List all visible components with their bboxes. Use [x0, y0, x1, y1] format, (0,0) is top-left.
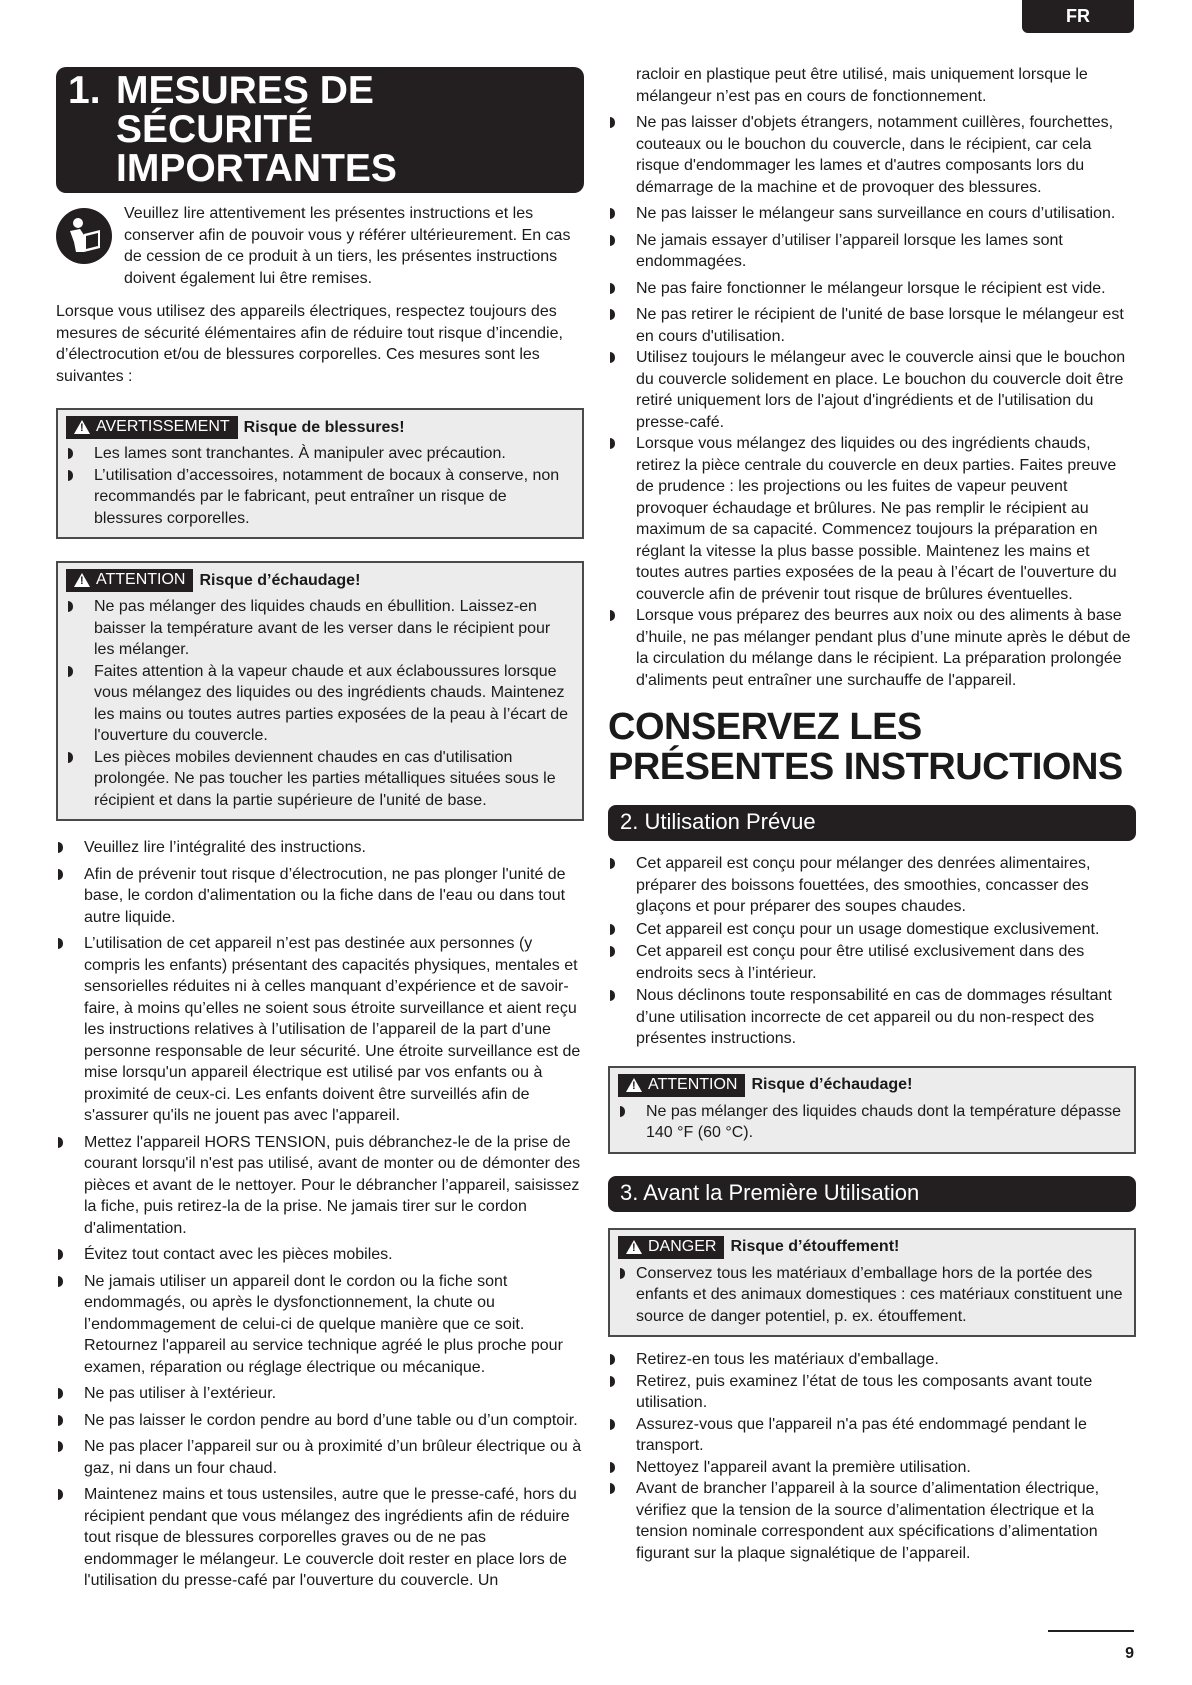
list-item: Ne pas faire fonctionner le mélangeur lorsque le récipient est vide.	[608, 278, 1136, 300]
attention-box-temperature	[608, 1066, 1136, 1154]
list-item: Ne pas placer l’appareil sur ou à proximité d’un brûleur électrique ou à gaz, ni dans un four chaud.	[56, 1436, 584, 1479]
danger-title: Risque d’étouffement!	[730, 1238, 900, 1255]
list-item: Mettez l'appareil HORS TENSION, puis débranchez-le de la prise de courant lorsqu'il n'est pas utilisé, avant de monter ou de démonter des pièces et avant de le nettoyer. Pour le débrancher l’appareil, saisissez la fiche, puis retirez-la de la prise. Ne jamais tirer sur le cordon d'alimentation.	[56, 1132, 584, 1240]
conserve-line-1: CONSERVEZ LES	[608, 706, 922, 748]
before-first-use-list	[608, 1349, 1136, 1564]
list-item: Utilisez toujours le mélangeur avec le couvercle ainsi que le bouchon du couvercle solidement en place. Le bouchon du couvercle doit être retiré uniquement lors de l'ajout d'ingrédients et de l'utilisation du presse-café.	[608, 347, 1136, 433]
conserve-line-2: PRÉSENTES INSTRUCTIONS	[608, 746, 1123, 788]
attention-title: Risque d’échaudage!	[199, 571, 361, 589]
list-item: Ne pas laisser d'objets étrangers, notamment cuillères, fourchettes, couteaux ou le bouchon du couvercle, dans le récipient, car cela risque d'endommager les lames et d'autres composants lors du démarrage de la machine et de provoquer des blessures.	[608, 112, 1136, 198]
danger-box-suffocation	[608, 1228, 1136, 1338]
warning-tag	[66, 416, 238, 439]
warning-triangle-icon	[74, 573, 90, 587]
warning-tag-label: AVERTISSEMENT	[96, 418, 230, 435]
list-item: Veuillez lire l’intégralité des instructions.	[56, 837, 584, 859]
attention-tag-label: ATTENTION	[96, 571, 186, 588]
list-item: Ne pas laisser le cordon pendre au bord d’une table ou d’un comptoir.	[56, 1410, 584, 1432]
list-item: Ne pas mélanger des liquides chauds dont la température dépasse 140 °F (60 °C).	[618, 1101, 1126, 1144]
attention-title: Risque d’échaudage!	[751, 1076, 913, 1093]
list-item: Ne jamais essayer d’utiliser l’appareil lorsque les lames sont endommagées.	[608, 230, 1136, 273]
safety-list-left	[56, 837, 584, 1592]
warning-triangle-icon	[74, 420, 90, 434]
attention-box-scald	[56, 561, 584, 821]
list-item: Ne pas mélanger des liquides chauds en ébullition. Laissez-en baisser la température avant de les verser dans le récipient pour les mélanger.	[66, 596, 574, 661]
danger-tag-label: DANGER	[648, 1237, 717, 1255]
list-item: L’utilisation d’accessoires, notamment de bocaux à conserve, non recommandés par le fabricant, peut entraîner un risque de blessures corporelles.	[66, 465, 574, 530]
list-item: Cet appareil est conçu pour être utilisé exclusivement dans des endroits secs à l’intérieur.	[608, 941, 1136, 984]
section-1-title	[56, 67, 584, 193]
list-item: L’utilisation de cet appareil n’est pas destinée aux personnes (y compris les enfants) présentant des capacités physiques, mentales et sensorielles réduites ni à celles manquant d’expérience et de savoir-faire, à moins qu’elles ne soient sous étroite surveillance et aient reçu les instructions relatives à l’utilisation de l’appareil de la part d’une personne responsable de leur sécurité. Une étroite surveillance est de mise lorsqu'un appareil électrique est utilisé par vos enfants ou à proximité de ceux-ci. Les enfants doivent être surveillés afin de s'assurer qu'ils ne jouent pas avec l'appareil.	[56, 933, 584, 1127]
list-item: Lorsque vous mélangez des liquides ou des ingrédients chauds, retirez la pièce centrale du couvercle en deux parties. Faites preuve de prudence : les projections ou les fuites de vapeur peuvent provoquer échaudage et brûlures. Ne pas remplir le récipient au maximum de sa capacité. Commencez toujours la préparation en réglant la vitesse la plus basse possible. Maintenez les mains et toutes autres parties exposées de la peau à l’écart de l'ouverture du couvercle afin de prévenir tout risque de brûlures éventuelles.	[608, 433, 1136, 605]
safety-list-right	[608, 112, 1136, 691]
danger-tag	[618, 1236, 724, 1259]
attention-tag	[618, 1074, 745, 1097]
intro-paragraph: Lorsque vous utilisez des appareils électriques, respectez toujours des mesures de sécurité élémentaires afin de réduire tout risque d’incendie, d’électrocution et/ou de blessures corporelles. Ces mesures sont les suivantes :	[56, 303, 563, 385]
list-item: Nous déclinons toute responsabilité en cas de dommages résultant d’une utilisation incorrecte de cet appareil ou du non-respect des présentes instructions.	[608, 985, 1136, 1050]
list-item: Lorsque vous préparez des beurres aux noix ou des aliments à base d’huile, ne pas mélanger pendant plus d’une minute après le début de la circulation du mélange dans le récipient. La préparation prolongée d'aliments peut entraîner une surchauffe de l'appareil.	[608, 605, 1136, 691]
list-item: Afin de prévenir tout risque d’électrocution, ne pas plonger l'unité de base, le cordon d'alimentation ou la fiche dans de l'eau ou dans tout autre liquide.	[56, 864, 584, 929]
list-item: Évitez tout contact avec les pièces mobiles.	[56, 1244, 584, 1266]
language-tab: FR	[1022, 0, 1134, 33]
list-item: Ne pas utiliser à l’extérieur.	[56, 1383, 584, 1405]
section-1-number: 1.	[68, 69, 101, 112]
title-line-3: IMPORTANTES	[116, 147, 397, 190]
attention-tag	[66, 569, 193, 592]
read-manual-icon	[56, 208, 112, 264]
intended-use-list	[608, 853, 1136, 1050]
list-item: Retirez-en tous les matériaux d'emballage.	[608, 1349, 1136, 1371]
page-number-rule	[1048, 1630, 1134, 1632]
list-item: Cet appareil est conçu pour un usage domestique exclusivement.	[608, 919, 1136, 941]
read-note-text: Veuillez lire attentivement les présentes instructions et les conserver afin de pouvoir vous y référer ultérieurement. En cas de cession de ce produit à un tiers, les présentes instructions doivent également lui être remises.	[124, 205, 571, 287]
warning-title: Risque de blessures!	[243, 418, 405, 436]
title-line-1: MESURES DE	[116, 69, 374, 112]
list-item: Conservez tous les matériaux d’emballage hors de la portée des enfants et des animaux domestiques : ces matériaux constituent une source de danger potentiel, p. ex. étouffement.	[618, 1263, 1126, 1328]
list-item: Cet appareil est conçu pour mélanger des denrées alimentaires, préparer des boissons fouettées, des smoothies, concasser des glaçons et pour préparer des soupes chaudes.	[608, 853, 1136, 918]
section-2-heading: 2. Utilisation Prévue	[608, 805, 1136, 841]
list-item: Les lames sont tranchantes. À manipuler avec précaution.	[66, 443, 574, 465]
list-item: Nettoyez l'appareil avant la première utilisation.	[608, 1457, 1136, 1479]
continued-paragraph: racloir en plastique peut être utilisé, mais uniquement lorsque le mélangeur n’est pas en cours de fonctionnement.	[636, 66, 1088, 105]
page-number: 9	[1125, 1645, 1134, 1662]
list-item: Les pièces mobiles deviennent chaudes en cas d'utilisation prolongée. Ne pas toucher les parties métalliques situées sous le récipient et dans la partie supérieure de l'unité de base.	[66, 747, 574, 812]
warning-triangle-icon	[626, 1240, 642, 1254]
attention-tag-label: ATTENTION	[648, 1075, 738, 1093]
list-item: Ne pas laisser le mélangeur sans surveillance en cours d’utilisation.	[608, 203, 1136, 225]
title-line-2: SÉCURITÉ	[116, 108, 314, 151]
section-3-heading: 3. Avant la Première Utilisation	[608, 1176, 1136, 1212]
list-item: Retirez, puis examinez l’état de tous les composants avant toute utilisation.	[608, 1371, 1136, 1414]
list-item: Avant de brancher l’appareil à la source d’alimentation électrique, vérifiez que la tension de la source d’alimentation électrique et la tension nominale correspondent aux spécifications d’alimentation figurant sur la plaque signalétique de l’appareil.	[608, 1478, 1136, 1564]
conserve-instructions-heading	[608, 707, 1136, 787]
list-item: Maintenez mains et tous ustensiles, autre que le presse-café, hors du récipient pendant que vous mélangez des ingrédients afin de réduire tout risque de blessures corporelles graves ou de ne pas endommager le mélangeur. Le couvercle doit rester en place lors de l'utilisation du presse-café par l'ouverture du couvercle. Un	[56, 1484, 584, 1592]
warning-box-injury	[56, 408, 584, 539]
list-item: Ne pas retirer le récipient de l'unité de base lorsque le mélangeur est en cours d'utilisation.	[608, 304, 1136, 347]
list-item: Assurez-vous que l'appareil n'a pas été endommagé pendant le transport.	[608, 1414, 1136, 1457]
list-item: Ne jamais utiliser un appareil dont le cordon ou la fiche sont endommagés, ou après le dysfonctionnement, la chute ou l’endommagement de celui-ci de quelque manière que ce soit. Retournez l'appareil au service technique agréé le plus proche pour examen, réparation ou réglage électrique ou mécanique.	[56, 1271, 584, 1379]
warning-triangle-icon	[626, 1078, 642, 1092]
list-item: Faites attention à la vapeur chaude et aux éclaboussures lorsque vous mélangez des liquides ou des ingrédients chauds. Maintenez les mains ou toutes autres parties exposées de la peau à l’écart de l'ouverture du couvercle.	[66, 661, 574, 747]
